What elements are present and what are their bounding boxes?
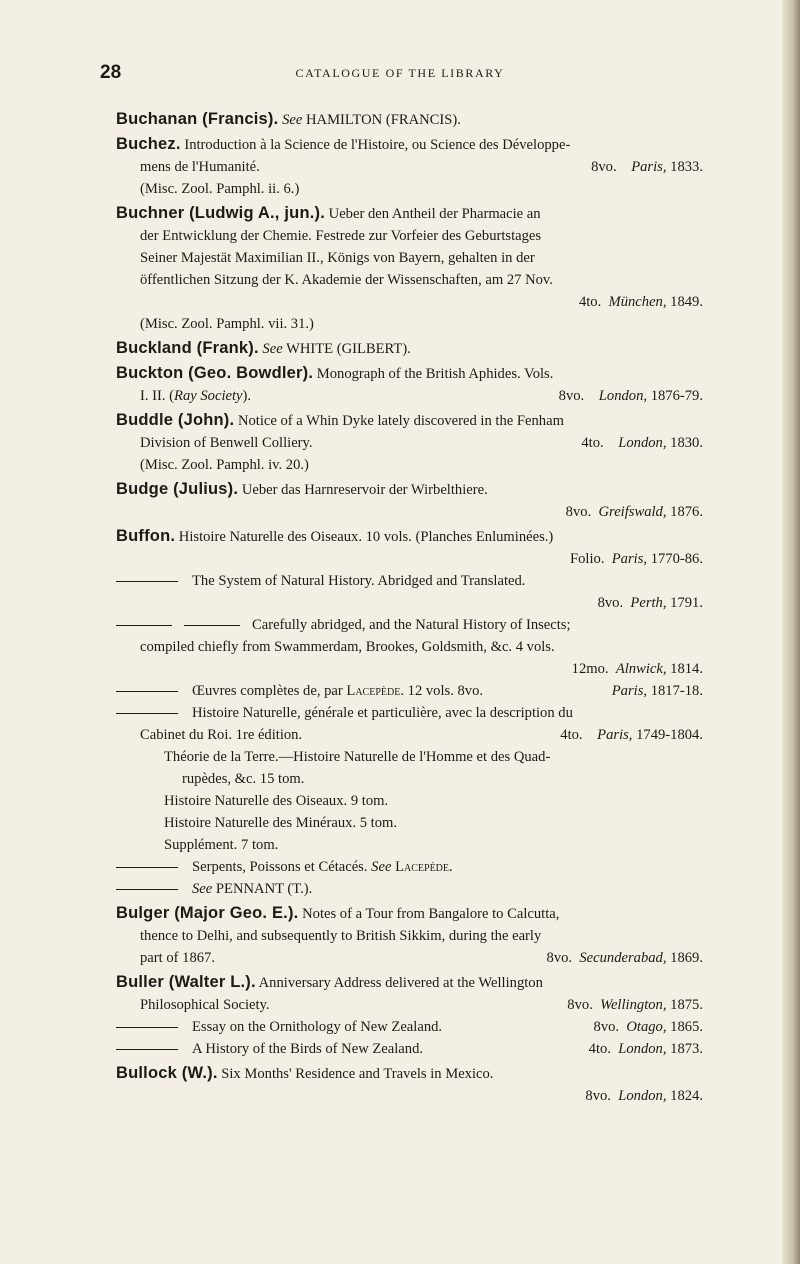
entry-author: Buchanan (Francis).	[116, 110, 279, 128]
page-edge-shadow	[782, 0, 800, 1264]
ditto-dash	[116, 581, 178, 582]
entry-buddle: Buddle (John). Notice of a Whin Dyke lately discovered in the Fenham Division of Benwell Colliery. 4to. London, 1830. (Misc. Zool. Pamphl. iv. 20.)	[116, 411, 703, 473]
entry-buchner: Buchner (Ludwig A., jun.). Ueber den Antheil der Pharmacie an der Entwicklung der Chemie. Festrede zur Vorfeier des Geburtstages Seiner Majestät Maximilian II., Königs von Bayern, gehalten in der öffentlichen Sitzung der K. Akademie der Wissenschaften, am 27 Nov. 4to. München, 1849. (Misc. Zool. Pamphl. vii. 31.)	[116, 204, 703, 332]
page-number: 28	[100, 62, 122, 83]
ditto-dash	[116, 713, 178, 714]
page-header	[100, 62, 700, 86]
entry-bullock: Bullock (W.). Six Months' Residence and Travels in Mexico. 8vo. London, 1824.	[116, 1064, 703, 1104]
entry-author: Buchez.	[116, 135, 181, 153]
entry-author: Bullock (W.).	[116, 1064, 218, 1082]
cross-reference: WHITE (GILBERT).	[286, 341, 411, 357]
entry-author: Buchner (Ludwig A., jun.).	[116, 204, 325, 222]
entry-author: Buddle (John).	[116, 411, 235, 429]
catalogue-entries	[100, 108, 703, 1109]
ditto-dash	[116, 691, 178, 692]
entry-author: Buckland (Frank).	[116, 339, 259, 357]
ditto-dash	[116, 1049, 178, 1050]
entry-author: Buller (Walter L.).	[116, 973, 256, 991]
ditto-dash	[116, 889, 178, 890]
entry-buchanan: Buchanan (Francis). See HAMILTON (FRANCIS).	[116, 110, 461, 128]
entry-buckland: Buckland (Frank). See WHITE (GILBERT).	[116, 339, 411, 357]
running-title: CATALOGUE OF THE LIBRARY	[295, 66, 505, 80]
entry-author: Bulger (Major Geo. E.).	[116, 904, 299, 922]
entry-buckton: Buckton (Geo. Bowdler). Monograph of the British Aphides. Vols. I. II. (Ray Society). 8vo. London, 1876-79.	[116, 364, 703, 404]
entry-author: Buffon.	[116, 527, 176, 545]
entry-buller: Buller (Walter L.). Anniversary Address delivered at the Wellington Philosophical Society. 8vo. Wellington, 1875. Essay on the Ornithology of New Zealand. 8vo. Otago, 1865. A History of the Birds of New Zealand. 4to. London, 1873.	[116, 973, 703, 1057]
ditto-dash	[116, 867, 178, 868]
ditto-dash	[116, 1027, 178, 1028]
entry-buchez: Buchez. Introduction à la Science de l'Histoire, ou Science des Développe- mens de l'Humanité. 8vo. Paris, 1833. (Misc. Zool. Pamphl. ii. 6.)	[116, 135, 703, 197]
ditto-dash	[184, 625, 240, 626]
entry-bulger: Bulger (Major Geo. E.). Notes of a Tour from Bangalore to Calcutta, thence to Delhi, and subsequently to British Sikkim, during the early part of 1867. 8vo. Secunderabad, 1869.	[116, 904, 703, 966]
entry-budge: Budge (Julius). Ueber das Harnreservoir der Wirbelthiere. 8vo. Greifswald, 1876.	[116, 480, 703, 520]
entry-author: Buckton (Geo. Bowdler).	[116, 364, 314, 382]
entry-author: Budge (Julius).	[116, 480, 239, 498]
cross-reference: HAMILTON (FRANCIS).	[306, 112, 461, 128]
ditto-dash	[116, 625, 172, 626]
entry-buffon: Buffon. Histoire Naturelle des Oiseaux. 10 vols. (Planches Enluminées.) Folio. Paris, 1770-86. The System of Natural History. Abridged and Translated. 8vo. Perth, 1791. Carefully abridged, and the Natural History of Insects; compiled chiefly from Swammerdam, Brookes, Goldsmith, &c. 4 vols. 12mo. Alnwick, 1814. Œuvres complètes de, par Lacepède. 12 vols. 8vo. Paris, 1817-18. Histoire Naturelle, générale et particulière, avec la description du Cabinet du Roi. 1re édition. 4to. Paris, 1749-1804. Théorie de la Terre.—Histoire Naturelle de l'Homme et des Quad- rupèdes, &c. 15 tom. Histoire Naturelle des Oiseaux. 9 tom. Histoire Naturelle des Minéraux. 5 tom. Supplément. 7 tom. Serpents, Poissons et Cétacés. See Lacepède. See PENNANT (T.).	[116, 527, 703, 897]
